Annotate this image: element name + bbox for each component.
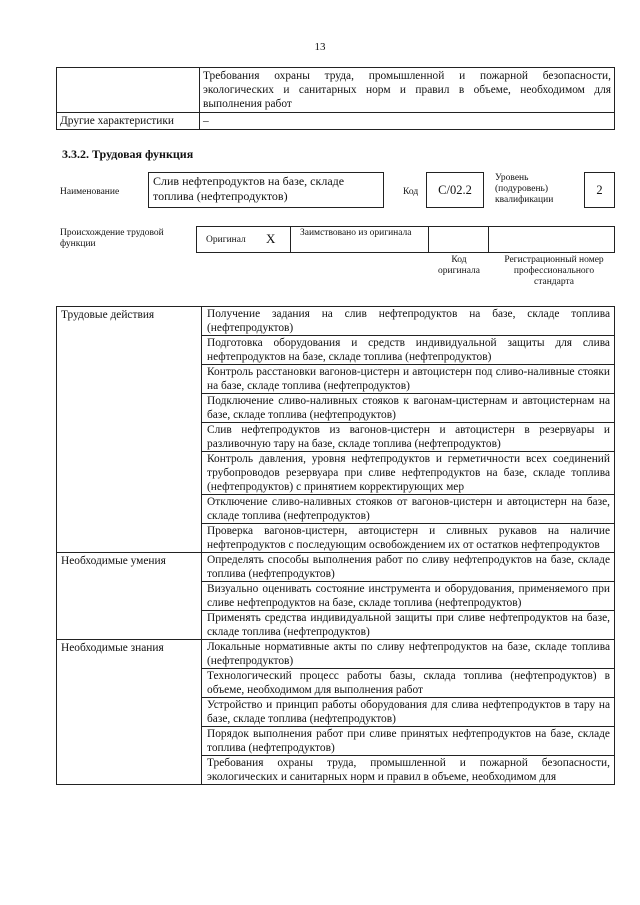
level-box bbox=[584, 172, 615, 208]
origin-label: Происхождение трудовой функции bbox=[60, 228, 164, 249]
required-skill: Применять средства индивидуальной защиты при сливе нефтепродуктов на базе, складе топлива (нефтепродуктов) bbox=[202, 611, 615, 640]
code-box bbox=[426, 172, 484, 208]
reg-number-caption: Регистрационный номер профессионального стандарта bbox=[504, 255, 604, 287]
labor-action: Проверка вагонов-цистерн, автоцистерн и сливных рукавов на наличие нефтепродуктов с последующим освобождением их от остатков нефтепродуктов bbox=[202, 524, 615, 553]
labor-action: Подготовка оборудования и средств индивидуальной защиты для слива нефтепродуктов на базе, складе топлива (нефтепродуктов) bbox=[202, 336, 615, 365]
required-knowledge: Технологический процесс работы базы, склада топлива (нефтепродуктов) в объеме, необходимом для выполнения работ bbox=[202, 669, 615, 698]
table-row bbox=[57, 640, 615, 669]
original-label: Оригинал bbox=[206, 235, 246, 245]
code-original-caption: Код оригинала bbox=[438, 255, 480, 276]
other-characteristics-value: – bbox=[200, 113, 615, 130]
required-knowledge: Требования охраны труда, промышленной и пожарной безопасности, экологических и санитарных норм и правил в объеме, необходимом для bbox=[202, 756, 615, 785]
table-row bbox=[57, 113, 615, 130]
requirement-text: Требования охраны труда, промышленной и пожарной безопасности, экологических и санитарных норм и правил в объеме, необходимом для выполнения работ bbox=[200, 68, 615, 113]
origin-divider bbox=[488, 226, 489, 253]
labor-action: Подключение сливо-наливных стояков к вагонам-цистернам и автоцистернам на базе, складе топлива (нефтепродуктов) bbox=[202, 394, 615, 423]
level-label: Уровень (подуровень) квалификации bbox=[495, 173, 554, 205]
origin-divider bbox=[428, 226, 429, 253]
required-skill: Определять способы выполнения работ по сливу нефтепродуктов на базе, складе топлива (нефтепродуктов) bbox=[202, 553, 615, 582]
required-skill: Визуально оценивать состояние инструмента и оборудования, применяемого при сливе нефтепродуктов на базе, складе топлива (нефтепродуктов) bbox=[202, 582, 615, 611]
page-number: 13 bbox=[314, 41, 326, 53]
group-label: Необходимые умения bbox=[57, 553, 202, 640]
labor-action: Контроль расстановки вагонов-цистерн и автоцистерн под сливо-наливные стояки на базе, складе топлива (нефтепродуктов) bbox=[202, 365, 615, 394]
borrowed-label: Заимствовано из оригинала bbox=[300, 228, 412, 238]
required-knowledge: Порядок выполнения работ при сливе принятых нефтепродуктов на базе, складе топлива (нефтепродуктов) bbox=[202, 727, 615, 756]
section-title: 3.3.2. Трудовая функция bbox=[62, 147, 194, 161]
table-row bbox=[57, 553, 615, 582]
name-label: Наименование bbox=[60, 187, 120, 197]
labor-action: Контроль давления, уровня нефтепродуктов и герметичности всех соединений трубопроводов резервуара при сливе нефтепродуктов на базе, складе топлива (нефтепродуктов) с принятием корректирующих мер bbox=[202, 452, 615, 495]
top-characteristics-table bbox=[56, 67, 615, 130]
group-label: Необходимые знания bbox=[57, 640, 202, 785]
level-value: 2 bbox=[596, 183, 603, 197]
original-mark: X bbox=[266, 231, 276, 246]
group-label: Трудовые действия bbox=[57, 307, 202, 553]
table-row bbox=[57, 68, 615, 113]
other-characteristics-label: Другие характеристики bbox=[57, 113, 200, 130]
labor-action: Отключение сливо-наливных стояков от вагонов-цистерн и автоцистерн на базе, складе топлива (нефтепродуктов) bbox=[202, 495, 615, 524]
empty-label-cell bbox=[57, 68, 200, 113]
function-details-table bbox=[56, 306, 615, 785]
function-name-box bbox=[148, 172, 384, 208]
origin-divider bbox=[290, 226, 291, 253]
table-row bbox=[57, 307, 615, 336]
function-name-value: Слив нефтепродуктов на базе, складе топлива (нефтепродуктов) bbox=[153, 174, 345, 203]
code-label: Код bbox=[403, 187, 419, 197]
labor-action: Слив нефтепродуктов из вагонов-цистерн и автоцистерн в резервуары и разливочную тару на базе, складе топлива (нефтепродуктов) bbox=[202, 423, 615, 452]
code-value: C/02.2 bbox=[438, 183, 472, 197]
labor-action: Получение задания на слив нефтепродуктов на базе, складе топлива (нефтепродуктов) bbox=[202, 307, 615, 336]
required-knowledge: Устройство и принцип работы оборудования для слива нефтепродуктов в тару на базе, складе топлива (нефтепродуктов) bbox=[202, 698, 615, 727]
required-knowledge: Локальные нормативные акты по сливу нефтепродуктов на базе, складе топлива (нефтепродуктов) bbox=[202, 640, 615, 669]
